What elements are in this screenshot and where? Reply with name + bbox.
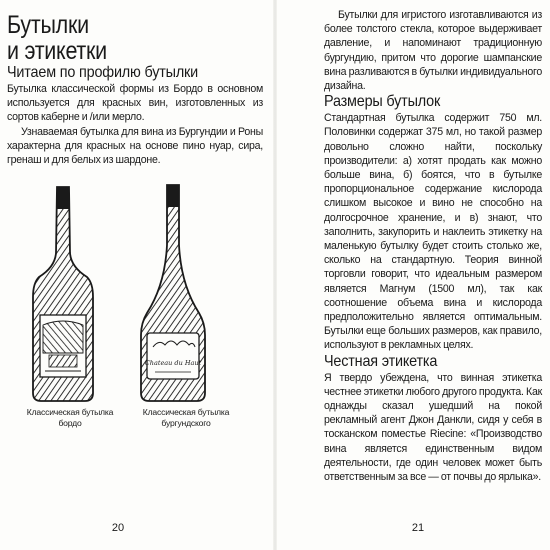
- right-page: [275, 0, 550, 550]
- paragraph-bordeaux: Бутылка классической формы из Бордо в основном используется для красных вин, изготовленных из сортов каберне и /или мерло.: [7, 83, 263, 124]
- bordeaux-bottle: [33, 187, 93, 401]
- paragraph-sparkling: Бутылки для игристого изготавливаются из более толстого стекла, которое выдерживает давление, и напоминают традиционную бургундию, притом что дорогие шампанские вина разливаются в бутылки индивидуального дизайна.: [324, 9, 542, 93]
- caption-bordeaux-line1: Классическая бутылка: [26, 407, 114, 418]
- burgundy-bottle: [141, 185, 205, 401]
- page-number-left: 20: [111, 522, 125, 534]
- chapter-title-line2: и этикетки: [7, 37, 107, 65]
- bottle-drawings: [7, 175, 263, 405]
- chapter-title-line1: Бутылки: [7, 11, 89, 39]
- paragraph-burgundy: Узнаваемая бутылка для вина из Бургундии и Роны характерна для красных на основе пино нуар, сира, гренаш и для белых из шардоне.: [7, 125, 263, 167]
- section-title-honest-label: Честная этикетка: [324, 352, 438, 370]
- page-number-right: 21: [411, 522, 425, 534]
- paragraph-bottle-sizes: Стандартная бутылка содержит 750 мл. Половинки содержат 375 мл, но такой размер довольно сложно найти, поскольку производители: а) хотят продать как можно больше вина, б) боятся, что в бутылке пропорциональное содержание кислорода слишком высокое и вино не способно на долгосрочное хранение, и в) знают, что заполнить, закупорить и наклеить этикетку на маленькую бутылку будет стоить столько же, сколько на стандартную. Теория винной торговли говорит, что идеальным размером является Магнум (1500 мл), так как соотношение объема вина и кислорода предположительно является оптимальным. Бутылки еще больших размеров, как правило, используют в рекламных целях.: [324, 112, 542, 352]
- caption-burgundy-line2: бургундского: [161, 418, 211, 429]
- burgundy-label-text: Chateau du Haut: [144, 359, 202, 368]
- section-title-bottle-profile: Читаем по профилю бутылки: [7, 64, 199, 81]
- paragraph-honest-label: Я твердо убеждена, что винная этикетка честнее этикетки любого другого продукта. Как однажды сказал ушедший на покой рекламный агент Джон Данкли, сидя у себя в тосканском поместье Riecine: «Производство вина является единственным видом деятельности, где один человек может быть ответственным за все — от почвы до ярлыка».: [324, 371, 542, 484]
- bottle-illustrations: [7, 175, 263, 445]
- caption-burgundy-line1: Классическая бутылка: [142, 407, 230, 418]
- caption-bordeaux: [15, 407, 125, 429]
- section-title-bottle-sizes: Размеры бутылок: [324, 93, 441, 111]
- caption-bordeaux-line2: бордо: [58, 418, 82, 429]
- chapter-title: [7, 12, 227, 64]
- caption-burgundy: [131, 407, 241, 429]
